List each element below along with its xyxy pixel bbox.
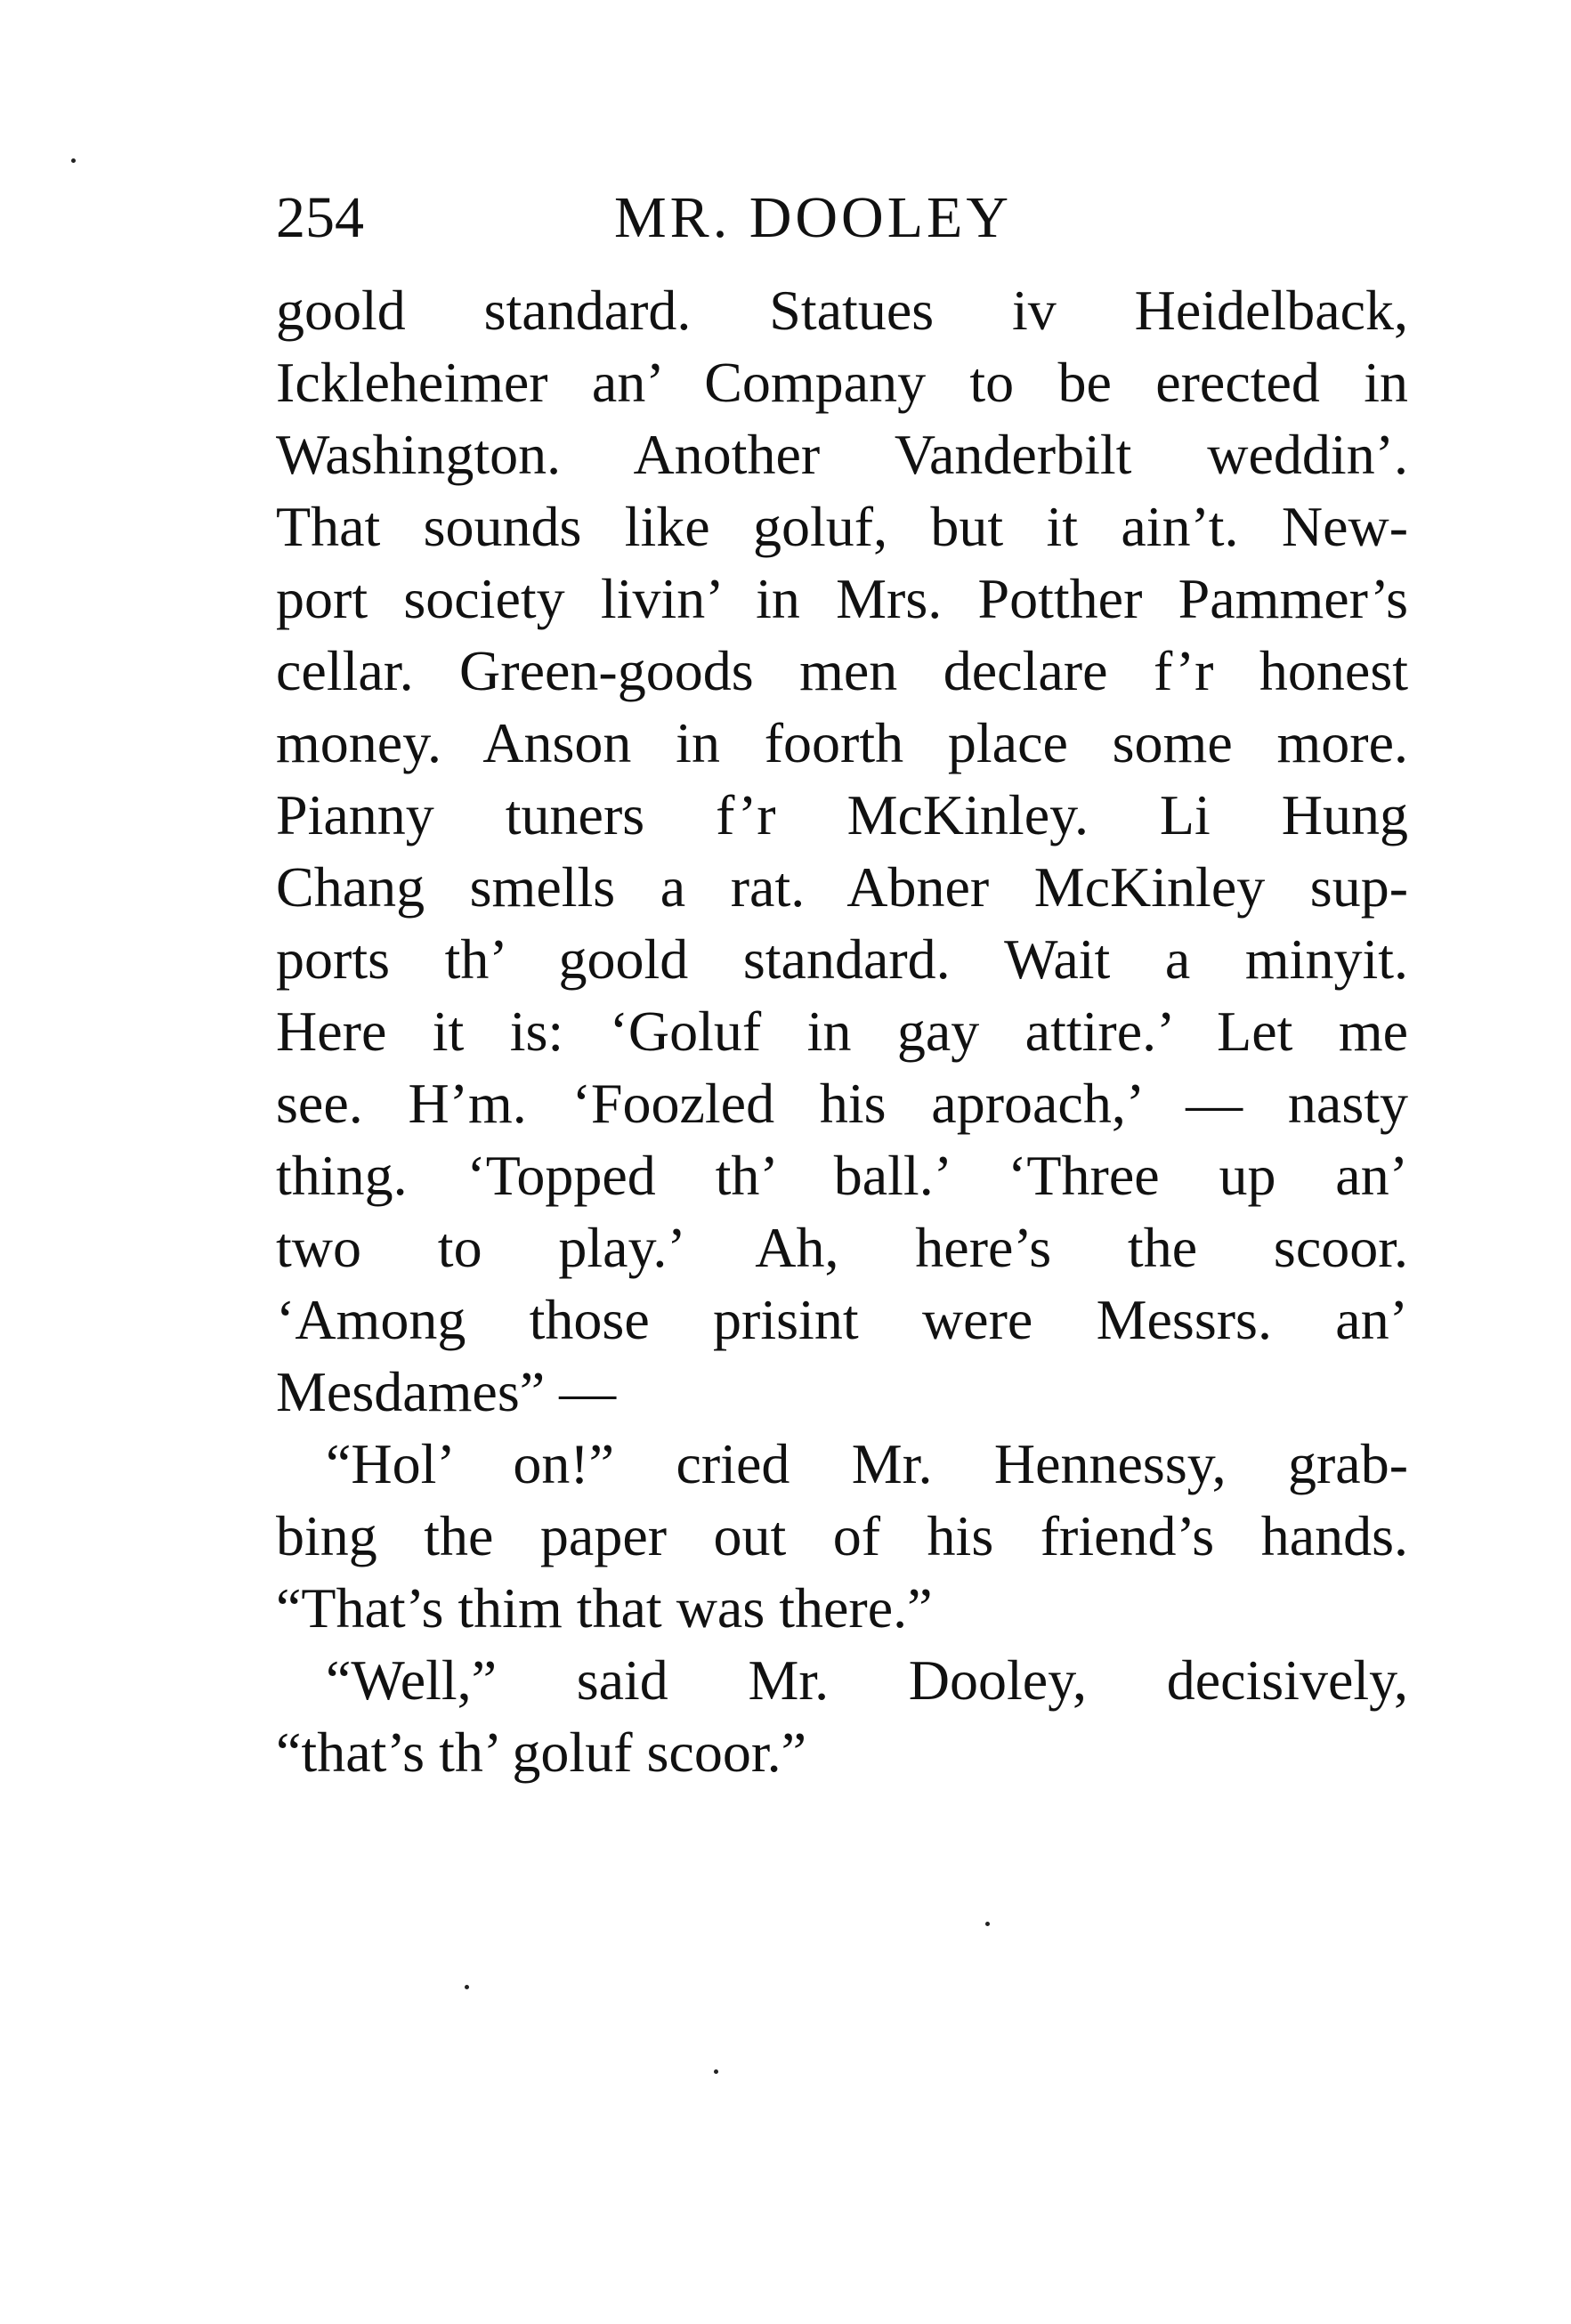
text-line: Ickleheimer an’ Company to be erected in	[276, 351, 1408, 414]
text-line: Chang smells a rat. Abner McKinley sup-	[276, 855, 1408, 919]
text-line: “Hol’ on!” cried Mr. Hennessy, grab-	[326, 1432, 1408, 1495]
text-line: money. Anson in foorth place some more.	[276, 711, 1408, 774]
text-line: “that’s th’ goluf scoor.”	[276, 1721, 806, 1784]
text-line: see. H’m. ‘Foozled his aproach,’ — nasty	[276, 1072, 1408, 1135]
text-line: “That’s thim that was there.”	[276, 1576, 933, 1640]
text-line: cellar. Green-goods men declare f’r honest	[276, 639, 1408, 702]
text-line: thing. ‘Topped th’ ball.’ ‘Three up an’	[276, 1144, 1408, 1207]
print-speck	[465, 1985, 469, 1989]
body-text	[276, 274, 1408, 1788]
print-speck	[714, 2069, 718, 2074]
text-line: Pianny tuners f’r McKinley. Li Hung	[276, 783, 1408, 846]
text-line: two to play.’ Ah, here’s the scoor.	[276, 1216, 1408, 1279]
text-line: port society livin’ in Mrs. Potther Pammer’s	[276, 567, 1408, 630]
text-line: ports th’ goold standard. Wait a minyit.	[276, 927, 1408, 991]
text-line: Washington. Another Vanderbilt weddin’.	[276, 423, 1408, 486]
page-header	[276, 178, 1059, 258]
text-line: “Well,” said Mr. Dooley, decisively,	[326, 1648, 1408, 1712]
text-line: Here it is: ‘Goluf in gay attire.’ Let me	[276, 1000, 1408, 1063]
text-line: bing the paper out of his friend’s hands.	[276, 1504, 1408, 1567]
page-number: 254	[276, 185, 364, 250]
text-line: That sounds like goluf, but it ain’t. New-	[276, 495, 1408, 558]
text-line: Mesdames” —	[276, 1360, 617, 1423]
text-line: ‘Among those prisint were Messrs. an’	[276, 1288, 1408, 1351]
print-speck	[71, 158, 76, 163]
text-line: goold standard. Statues iv Heidelback,	[276, 279, 1408, 342]
running-title: MR. DOOLEY	[614, 185, 1012, 250]
print-speck	[985, 1922, 990, 1926]
